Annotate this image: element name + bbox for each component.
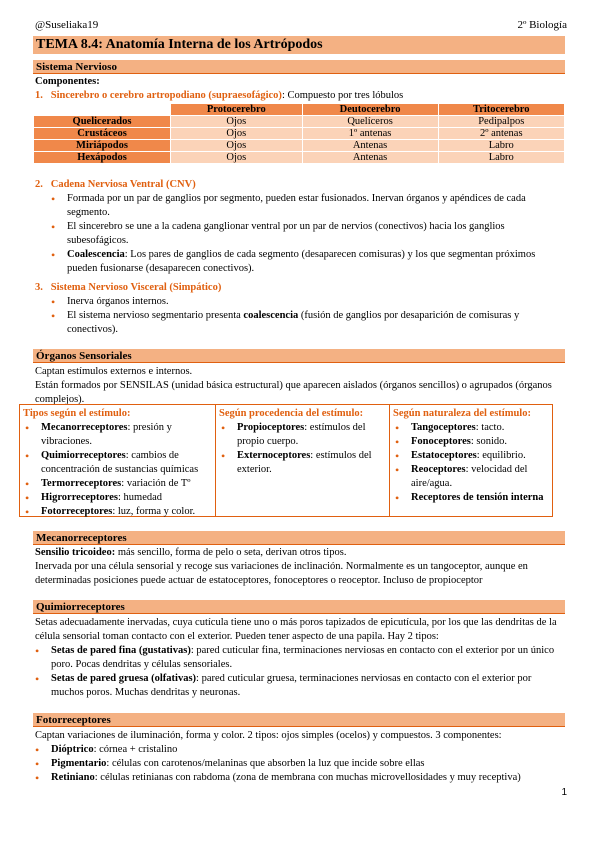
- list-item: • El sincerebro se une a la cadena ganglionar ventral por un par de nervios (conectivos) hacia los ganglios subesofágicos.: [35, 220, 557, 248]
- item-3-heading: [35, 281, 221, 295]
- definition: : pared cuticular fina, terminaciones nerviosas en contacto con el exterior por un único poro. Pocas dendritas y células sensoriales.: [51, 645, 555, 670]
- term: Receptores de tensión interna: [411, 492, 544, 503]
- column-heading: Según naturaleza del estímulo:: [393, 408, 531, 419]
- table-cell: Ojos: [171, 140, 303, 152]
- mechano-term: Sensilio tricoideo:: [35, 547, 116, 558]
- sensory-p1: Captan estímulos externos e internos.: [35, 366, 193, 377]
- term: Higrorreceptores: [41, 492, 118, 503]
- page-number: 1: [561, 787, 567, 798]
- term: Estatoceptores: [411, 450, 477, 461]
- definition: : células con carotenos/melaninas que absorben la luz que incide sobre ellas: [106, 758, 425, 769]
- chemo-list: [19, 644, 560, 700]
- section-heading-chemo: Quimiorreceptores: [33, 600, 565, 614]
- section-heading-sensory: Órganos Sensoriales: [33, 349, 565, 363]
- list-item: [19, 757, 564, 771]
- table-header-cell: Tritocerebro: [438, 104, 565, 116]
- item-1-number: 1.: [35, 90, 43, 101]
- column-heading: Según procedencia del estímulo:: [219, 408, 364, 419]
- item-2-title: Cadena Nerviosa Ventral (CNV): [50, 179, 196, 190]
- definition: : tacto.: [475, 422, 505, 433]
- mechano-p2: Inervada por una célula sensorial y recoge sus variaciones de inclinación. Normalmente es un tangoceptor, aunque en determinadas posiciones puede actuar de estatoceptores, fonoceptores o reoceptor. Incluso de propioceptor: [35, 561, 528, 586]
- item-3-title: Sistema Nervioso Visceral (Simpático): [50, 282, 222, 293]
- item-2-number: 2.: [35, 179, 43, 190]
- list-item: [35, 248, 557, 276]
- list-item: [19, 743, 564, 757]
- list-item: [19, 644, 560, 672]
- definition: : luz, forma y color.: [112, 506, 196, 517]
- item-3-number: 3.: [35, 282, 43, 293]
- coalescence-text: : Los pares de ganglios de cada segmento (desaparecen comisuras) y los que segmentan próximos pueden fusionarse (desaparecen conectivos).: [67, 249, 536, 274]
- term: Pigmentario: [51, 758, 107, 769]
- table-cell: Quelicerados: [34, 116, 171, 128]
- column-by-origin: [216, 405, 389, 516]
- table-header-cell: [34, 104, 171, 116]
- list-item: [393, 421, 550, 435]
- table-cell: Crustáceos: [34, 128, 171, 140]
- definition: : córnea + cristalino: [93, 744, 178, 755]
- list-text: El sistema nervioso segmentario presenta: [67, 310, 244, 321]
- list-term: coalescencia: [243, 310, 299, 321]
- list-item: [393, 449, 550, 463]
- table-cell: Antenas: [302, 140, 438, 152]
- chemo-text: [35, 616, 560, 644]
- table-cell: Hexápodos: [34, 152, 171, 164]
- table-cell: Ojos: [171, 128, 303, 140]
- list-item: [19, 771, 564, 785]
- term: Dióptrico: [51, 744, 94, 755]
- definition: : estímulos del propio cuerpo.: [237, 422, 366, 447]
- table-cell: Miriápodos: [34, 140, 171, 152]
- list-item: [393, 463, 550, 491]
- section-heading-nervous: Sistema Nervioso: [33, 60, 565, 74]
- definition: : equilibrio.: [476, 450, 526, 461]
- table-header-cell: Protocerebro: [171, 104, 303, 116]
- table-cell: Labro: [438, 152, 565, 164]
- definition: : variación de Tº: [121, 478, 191, 489]
- list-item: [23, 477, 212, 491]
- term: Reoceptores: [411, 464, 466, 475]
- term: Setas de pared fina (gustativas): [51, 645, 191, 656]
- definition: : pared cuticular gruesa, terminaciones nerviosas en contacto con el exterior por muchos poros. Muchas dendritas y neuronas.: [51, 673, 532, 698]
- definition: : células retinianas con rabdoma (zona de membrana con muchas microvellosidades y muy receptiva): [94, 772, 521, 783]
- term: Termorreceptores: [41, 478, 122, 489]
- table-row: [34, 116, 565, 128]
- sensory-p2: Están formados por SENSILAS (unidad básica estructural) que aparecen aislados (órganos sencillos) o agrupados (órganos complejos).: [35, 380, 552, 405]
- item-1-rest: : Compuesto por tres lóbulos: [281, 90, 404, 101]
- item-2-list: [35, 192, 557, 276]
- list-item: • Inerva órganos internos.: [35, 295, 557, 309]
- list-item: [219, 449, 386, 477]
- item-1-title: Sincerebro o cerebro artropodiano (supraesofágico): [50, 90, 282, 101]
- list-item: • Formada por un par de ganglios por segmento, pueden estar fusionados. Inervan órganos y apéndices de cada segmento.: [35, 192, 557, 220]
- term: Quimiorreceptores: [41, 450, 126, 461]
- table-row: [34, 140, 565, 152]
- list-item: [393, 491, 550, 505]
- table-cell: Ojos: [171, 116, 303, 128]
- term: Externoceptores: [237, 450, 311, 461]
- term: Tangoceptores: [411, 422, 476, 433]
- item-1: [35, 89, 403, 103]
- table-row: [34, 128, 565, 140]
- column-heading: Tipos según el estímulo:: [23, 408, 131, 419]
- mechano-text: [35, 546, 560, 588]
- list-item: [23, 505, 212, 519]
- term: Retiniano: [51, 772, 95, 783]
- table-cell: 2º antenas: [438, 128, 565, 140]
- definition: : estímulos del exterior.: [237, 450, 372, 475]
- table-row: [34, 152, 565, 164]
- definition: : sonido.: [470, 436, 508, 447]
- definition: : cambios de concentración de sustancias químicas: [41, 450, 199, 475]
- photo-list: [19, 743, 564, 785]
- list-item: [219, 421, 386, 449]
- item-3-list: [35, 295, 557, 337]
- list-item: [23, 491, 212, 505]
- definition: : presión y vibraciones.: [41, 422, 172, 447]
- brain-lobes-table: [33, 103, 565, 164]
- list-item: [393, 435, 550, 449]
- table-header-row: [34, 104, 565, 116]
- list-item: [23, 421, 212, 449]
- table-cell: Ojos: [171, 152, 303, 164]
- list-item: [19, 672, 560, 700]
- table-cell: Antenas: [302, 152, 438, 164]
- table-cell: Quelíceros: [302, 116, 438, 128]
- item-2-heading: [35, 178, 196, 192]
- sensory-intro: [35, 365, 560, 407]
- chemo-p1: Setas adecuadamente inervadas, cuya cutícula tiene uno o más poros tapizados de epicutícula, por los que las dendritas de la célula sensorial toman contacto con el exterior. Pueden tener aspecto de una papila. Hay 2 tipos:: [35, 617, 557, 642]
- photo-p1: Captan variaciones de iluminación, forma y color. 2 tipos: ojos simples (ocelos) y compuestos. 3 componentes:: [35, 730, 502, 741]
- definition: : velocidad del aire/agua.: [411, 464, 528, 489]
- mechano-p1: [35, 546, 560, 560]
- table-cell: 1º antenas: [302, 128, 438, 140]
- coalescence-term: Coalescencia: [67, 249, 125, 260]
- author-handle: @Suseliaka19: [35, 19, 99, 31]
- page-title: TEMA 8.4: Anatomía Interna de los Artrópodos: [33, 36, 565, 54]
- list-item: [23, 449, 212, 477]
- list-text: (fusión de ganglios por desaparición de comisuras y conectivos).: [67, 310, 520, 335]
- term: Setas de pared gruesa (olfativas): [51, 673, 197, 684]
- sensory-classification-box: [19, 404, 553, 517]
- table-cell: Pedipalpos: [438, 116, 565, 128]
- section-heading-mechano: Mecanorreceptores: [33, 531, 565, 545]
- list-item: [35, 309, 557, 337]
- term: Mecanorreceptores: [41, 422, 128, 433]
- section-heading-photo: Fotorreceptores: [33, 713, 565, 727]
- definition: : humedad: [117, 492, 163, 503]
- term: Fonoceptores: [411, 436, 471, 447]
- course-label: 2º Biología: [517, 19, 567, 31]
- term: Propioceptores: [237, 422, 305, 433]
- table-header-cell: Deutocerebro: [302, 104, 438, 116]
- components-label: Componentes:: [35, 76, 100, 87]
- mechano-definition: más sencillo, forma de pelo o seta, derivan otros tipos.: [115, 547, 347, 558]
- table-cell: Labro: [438, 140, 565, 152]
- column-by-stimulus: [20, 405, 215, 516]
- column-by-nature: [390, 405, 553, 516]
- term: Fotorreceptores: [41, 506, 113, 517]
